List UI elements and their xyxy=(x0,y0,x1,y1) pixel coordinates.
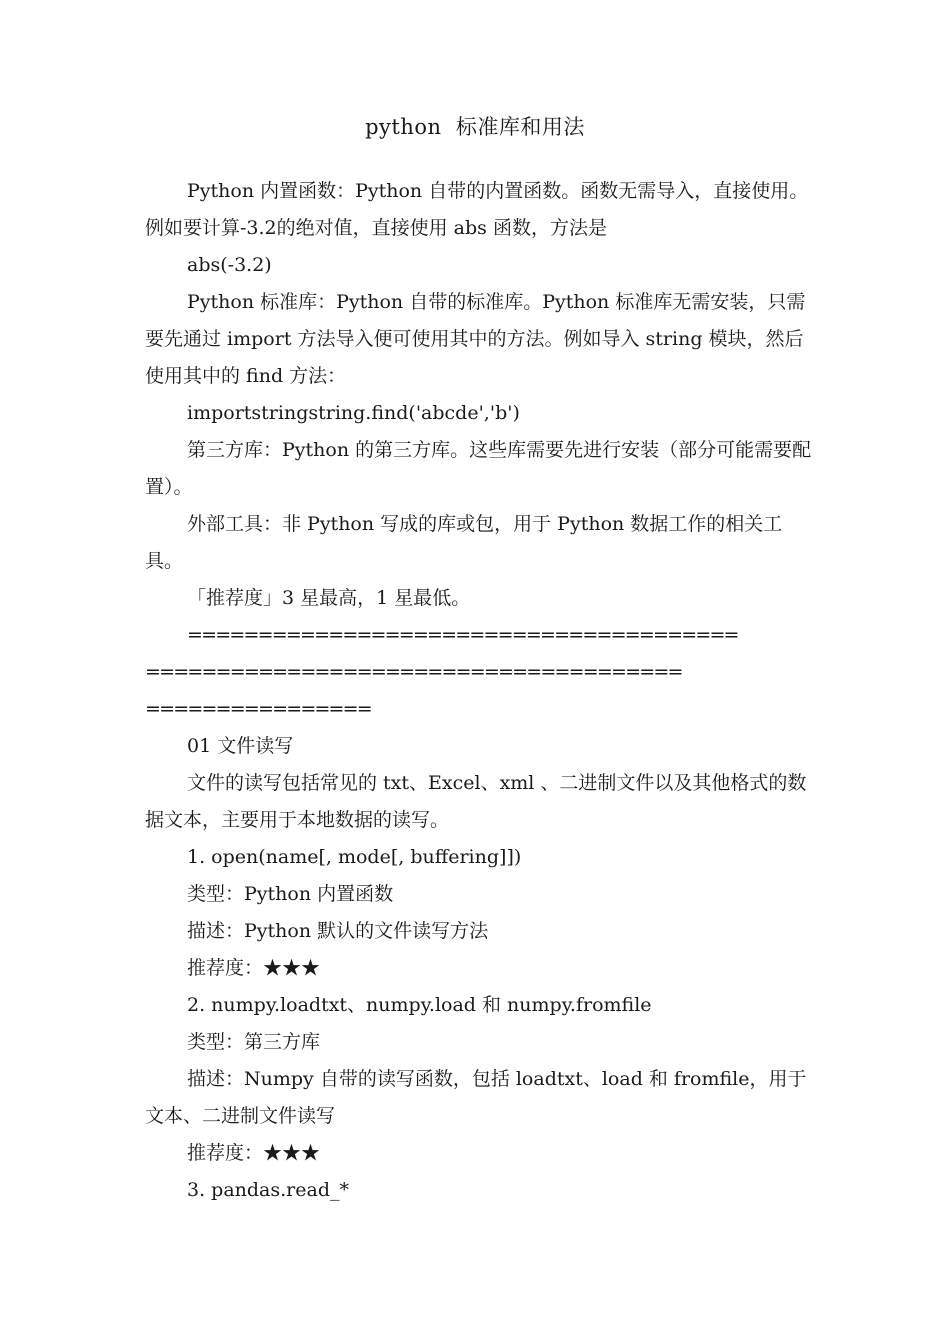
item-title: 1. open(name[, mode[, buffering]]) xyxy=(187,846,522,868)
item-title: 2. numpy.loadtxt、numpy.load 和 numpy.fromfile xyxy=(187,994,652,1016)
code-abs-example: abs(-3.2) xyxy=(187,254,272,276)
item-title: 3. pandas.read_* xyxy=(187,1179,349,1201)
separator-line: ======================================= xyxy=(187,624,738,646)
item-type: 类型：Python 内置函数 xyxy=(187,883,394,905)
item-description: 描述：Python 默认的文件读写方法 xyxy=(187,920,489,942)
item-rating: 推荐度：★★★ xyxy=(187,1142,321,1164)
item-rating: 推荐度：★★★ xyxy=(187,957,321,979)
paragraph-builtin-functions: Python 内置函数：Python 自带的内置函数。函数无需导入，直接使用。例如要计算-3.2的绝对值，直接使用 abs 函数，方法是 xyxy=(145,180,809,239)
item-description: 描述：Numpy 自带的读写函数，包括 loadtxt、load 和 fromfile，用于文本、二进制文件读写 xyxy=(145,1068,807,1127)
paragraph-rating-note: 「推荐度」3 星最高，1 星最低。 xyxy=(187,587,471,609)
separator-line: ================ xyxy=(145,698,371,720)
document-title: python 标准库和用法 xyxy=(365,115,585,139)
paragraph-third-party: 第三方库：Python 的第三方库。这些库需要先进行安装（部分可能需要配置）。 xyxy=(145,439,812,498)
separator-line: ====================================== xyxy=(145,661,682,683)
code-string-find-example: importstringstring.find('abcde','b') xyxy=(187,402,520,424)
item-type: 类型：第三方库 xyxy=(187,1031,321,1053)
paragraph-standard-library: Python 标准库：Python 自带的标准库。Python 标准库无需安装，只需要先通过 import 方法导入便可使用其中的方法。例如导入 string 模块，然后使用其中的 find 方法： xyxy=(145,291,806,387)
document-body xyxy=(145,173,813,1209)
paragraph-external-tools: 外部工具：非 Python 写成的库或包，用于 Python 数据工作的相关工具。 xyxy=(145,513,783,572)
section-intro: 文件的读写包括常见的 txt、Excel、xml 、二进制文件以及其他格式的数据文本，主要用于本地数据的读写。 xyxy=(145,772,807,831)
section-heading: 01 文件读写 xyxy=(187,735,294,757)
